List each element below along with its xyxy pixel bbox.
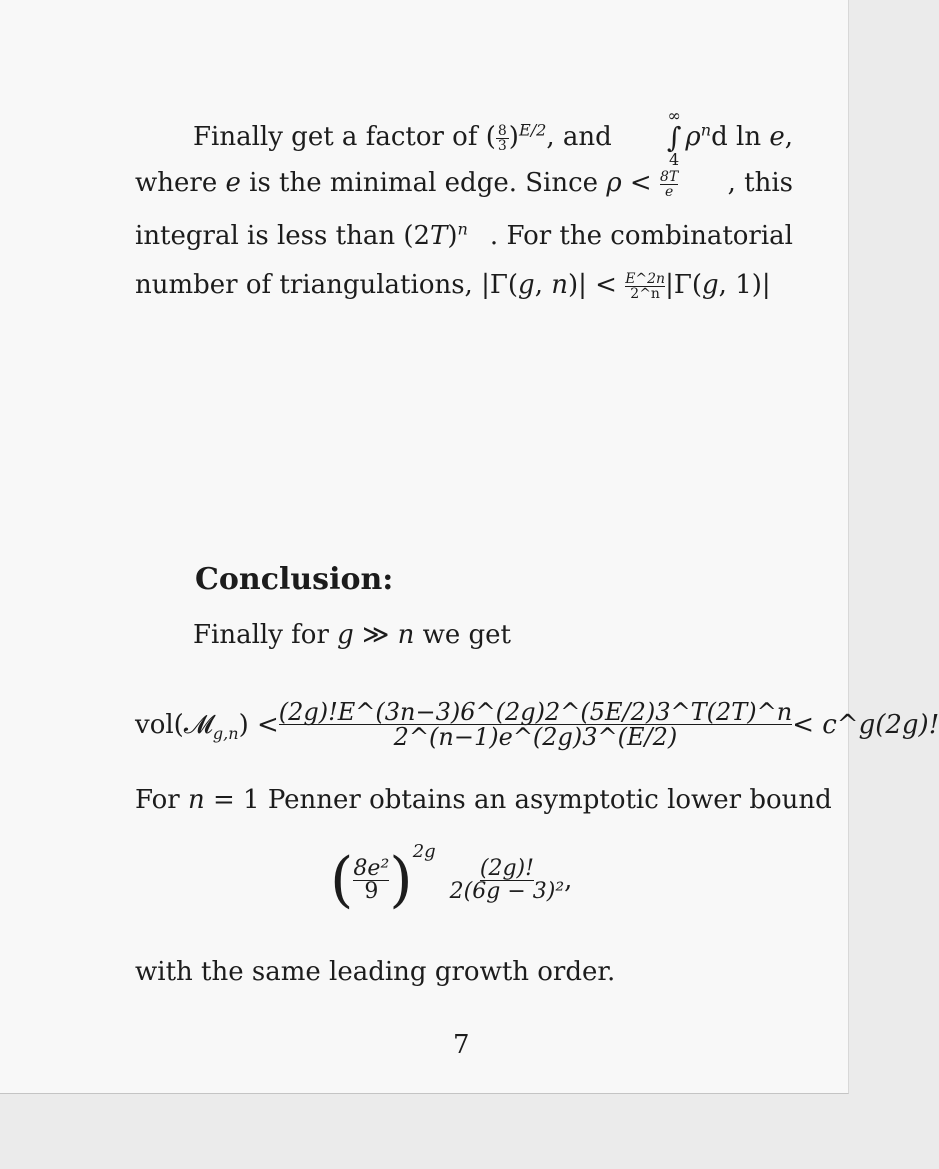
- exponent: 2g: [412, 841, 436, 862]
- integral-expression: [663, 108, 793, 168]
- var-n: n: [551, 270, 568, 300]
- text: is the minimal edge. Since: [240, 168, 607, 198]
- para1-line1: [193, 108, 793, 168]
- frac-den: 9: [364, 878, 379, 904]
- section-heading: Conclusion:: [195, 562, 394, 597]
- text: ) <: [238, 709, 279, 740]
- fraction-8e2-9: [353, 855, 390, 904]
- text: ,: [784, 122, 793, 152]
- fraction-E2n-2n: [625, 272, 665, 301]
- frac-den: 2^n: [630, 285, 660, 302]
- frac-num: (2g)!E^(3n−3)6^(2g)2^(5E/2)3^T(2T)^n: [278, 698, 793, 726]
- eq-right: < c^g(2g)!: [792, 709, 939, 740]
- var-n: n: [187, 785, 205, 815]
- text: integral is less than (2: [135, 221, 431, 251]
- fraction-8-3: [496, 124, 509, 153]
- left-paren: (: [330, 845, 354, 915]
- exponent: E/2: [518, 120, 547, 140]
- integral-sign: [667, 108, 682, 168]
- text: d ln: [711, 122, 770, 152]
- frac-num: 8e²: [353, 855, 390, 881]
- subscript: g,n: [212, 723, 239, 743]
- text: we get: [414, 620, 511, 650]
- text: , and: [546, 122, 612, 152]
- rho: ρ: [685, 122, 701, 152]
- var-T: T: [430, 221, 448, 251]
- para3-line: [135, 785, 832, 815]
- text: For: [135, 785, 188, 815]
- text: Finally for: [193, 620, 338, 650]
- exponent: n: [457, 219, 468, 239]
- text: . For the combinatorial: [489, 221, 793, 251]
- text: = 1 Penner obtains an asymptotic lower bound: [204, 785, 832, 815]
- var-e: e: [225, 168, 241, 198]
- frac-den: 2(6g − 3)²: [449, 878, 565, 904]
- var-e: e: [769, 122, 785, 152]
- rho: ρ: [606, 168, 622, 198]
- text: ,: [564, 865, 573, 895]
- integral-symbol: ∫: [666, 121, 682, 154]
- text: ): [447, 221, 458, 251]
- text: |Γ(: [665, 270, 703, 300]
- text-fragment: [135, 221, 468, 251]
- text-fragment: [193, 122, 612, 153]
- fraction-8T-e: [660, 170, 678, 199]
- var-g: g: [518, 270, 535, 300]
- frac-num: 8T: [659, 168, 679, 185]
- right-paren: ): [389, 845, 413, 915]
- fraction-2g-factorial: [449, 855, 565, 904]
- text-fragment: [135, 168, 678, 199]
- eq-left: [135, 709, 279, 743]
- var-g: g: [702, 270, 719, 300]
- text: Finally get a factor of (: [193, 122, 496, 152]
- text: , this: [727, 168, 793, 198]
- para1-line3: [135, 221, 793, 251]
- text: number of triangulations, |Γ(: [135, 270, 519, 300]
- page-number: 7: [453, 1030, 470, 1060]
- frac-num: (2g)!: [479, 855, 534, 881]
- para1-line2: [135, 168, 793, 199]
- frac-den: e: [664, 183, 674, 200]
- para4-line: with the same leading growth order.: [135, 957, 616, 987]
- text: ≫: [353, 620, 398, 650]
- eq-main-fraction: [279, 700, 792, 749]
- equation-penner-bound: [330, 841, 573, 915]
- var-g: g: [337, 620, 354, 650]
- exponent: n: [700, 120, 712, 140]
- text: ): [508, 122, 519, 152]
- frac-num: E^2n: [625, 270, 666, 287]
- para2-line: [193, 620, 511, 650]
- text: <: [621, 168, 660, 198]
- text: ,: [534, 270, 552, 300]
- integral-upper: ∞: [667, 106, 681, 125]
- text: where: [135, 168, 226, 198]
- frac-num: 8: [497, 122, 507, 139]
- frac-den: 3: [497, 137, 507, 154]
- frac-den: 2^(n−1)e^(2g)3^(E/2): [393, 723, 678, 751]
- text: )| <: [567, 270, 626, 300]
- text: , 1)|: [718, 270, 771, 300]
- text: vol(𝓜: [135, 709, 213, 740]
- para1-line4: [135, 270, 771, 301]
- var-n: n: [397, 620, 415, 650]
- integral-lower: 4: [669, 150, 680, 169]
- equation-volume-bound: [135, 698, 939, 751]
